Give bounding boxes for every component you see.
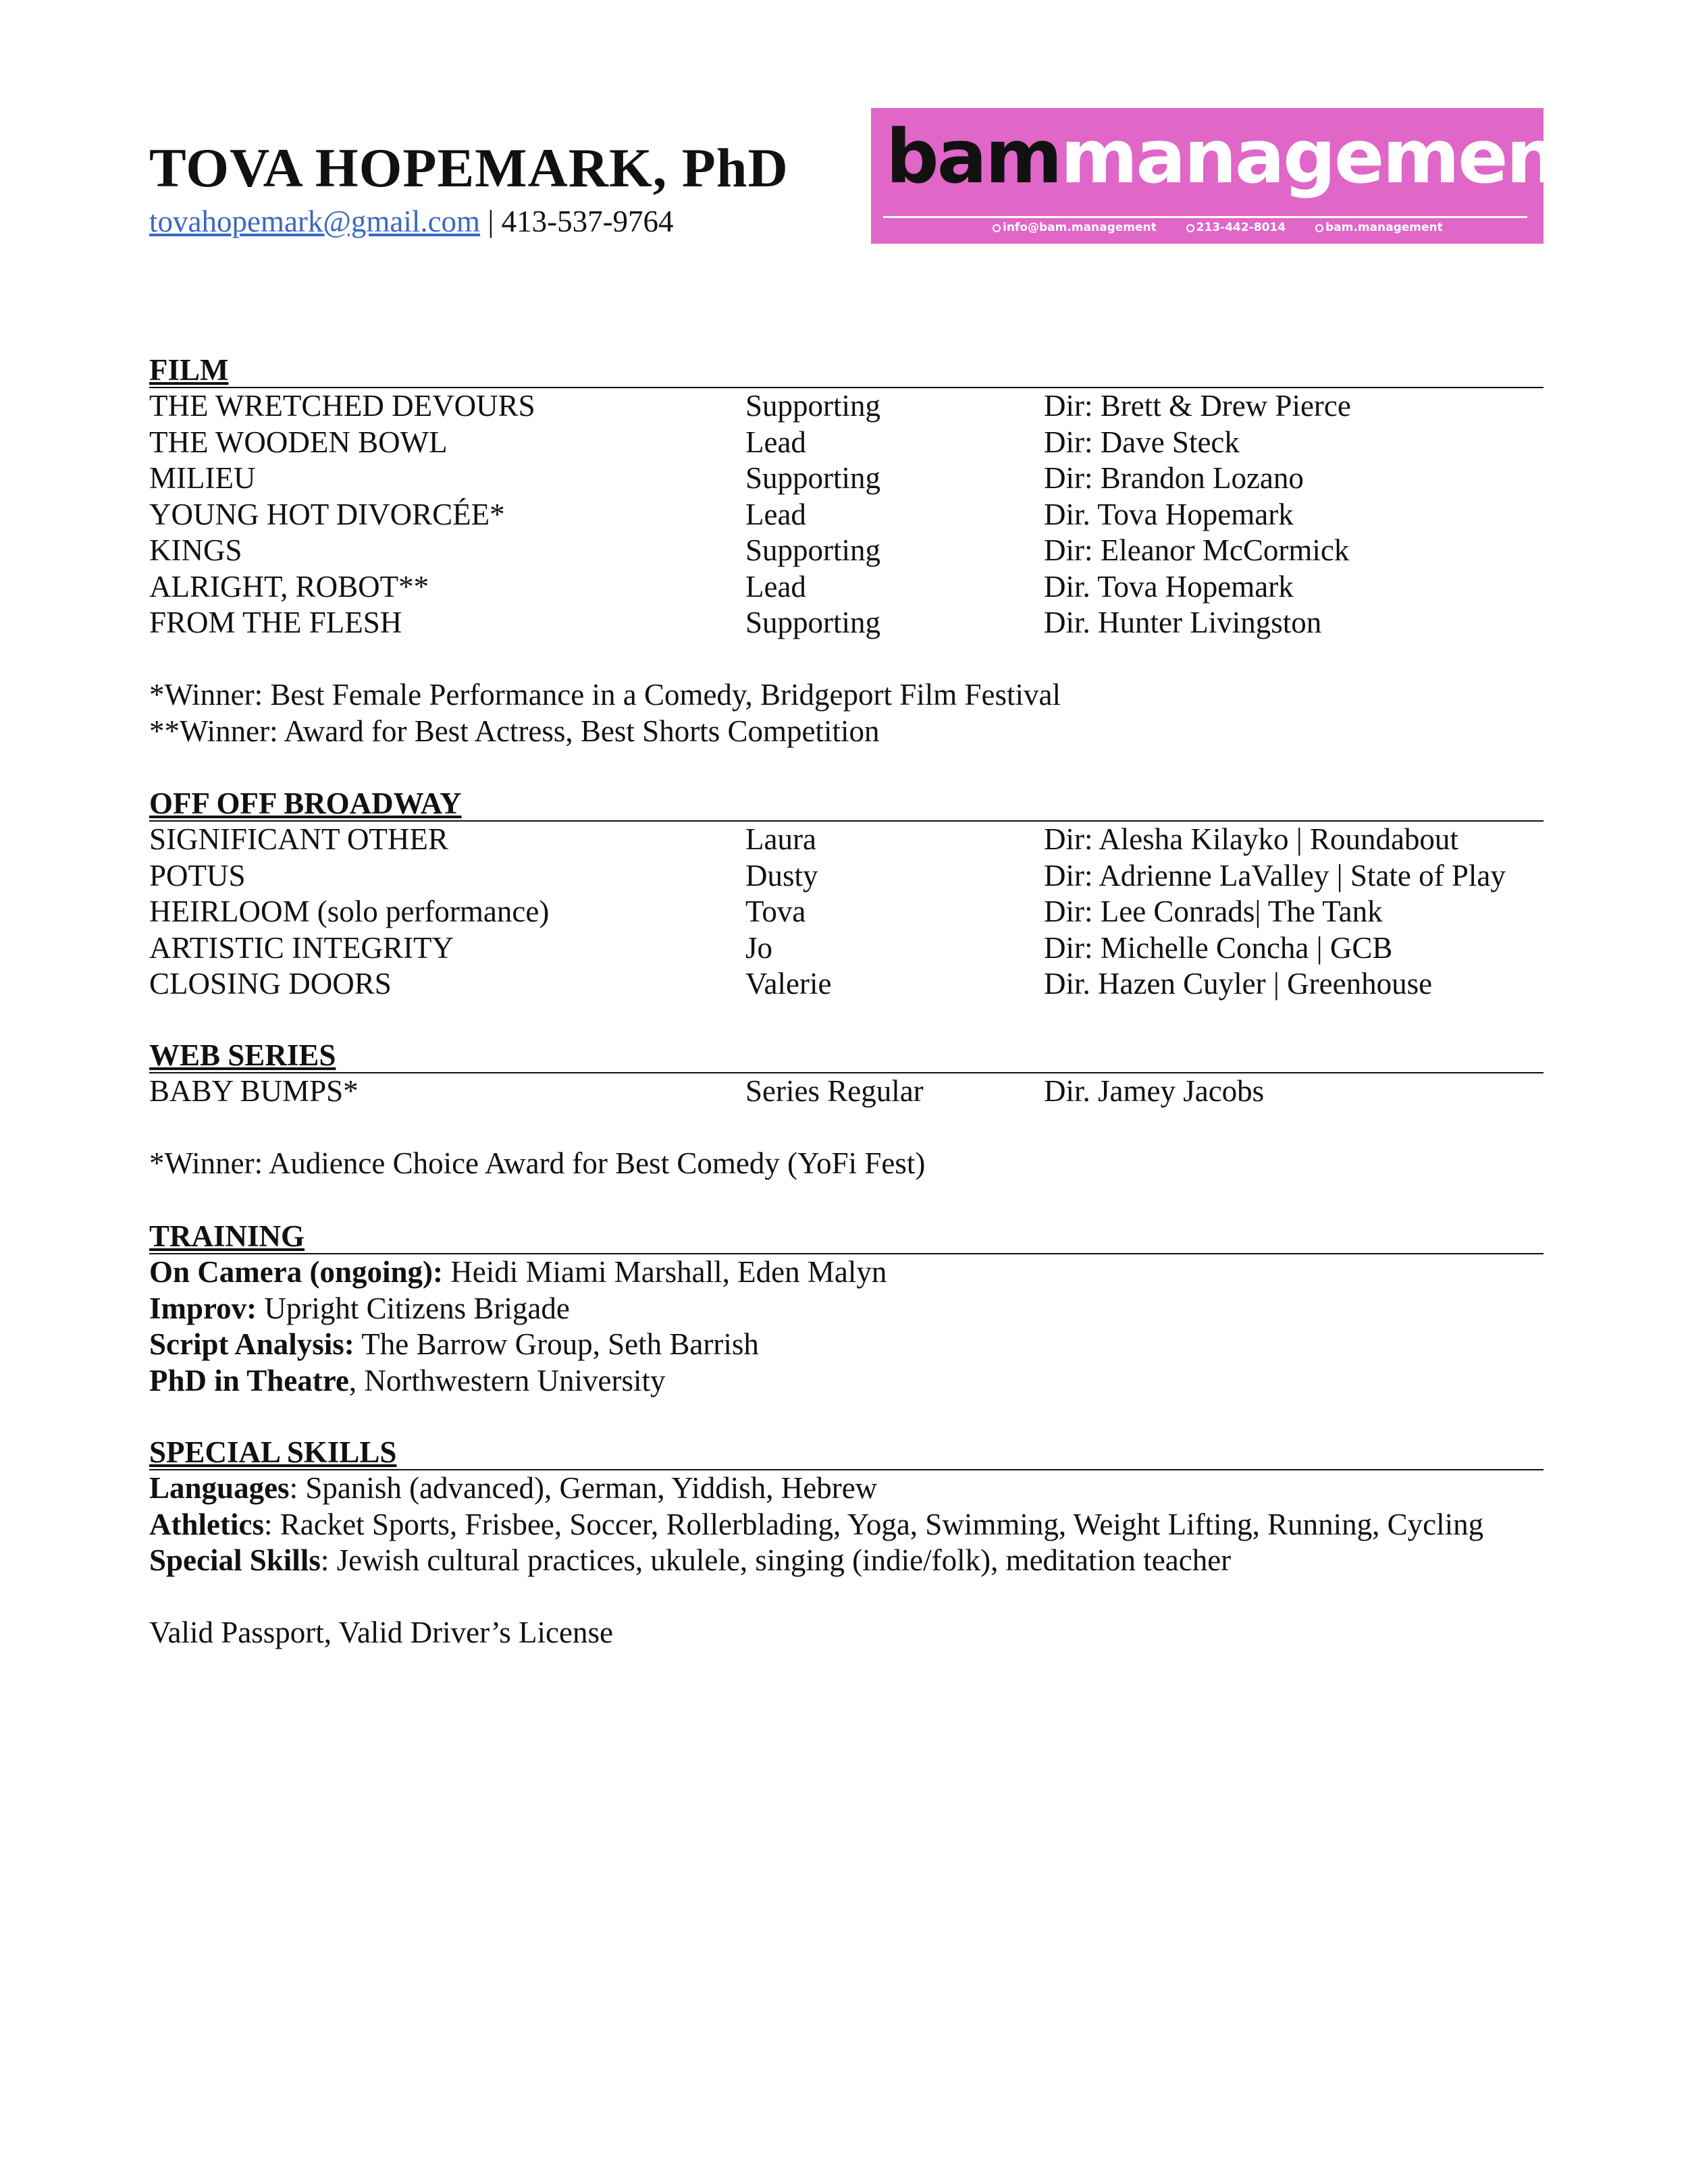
credit-director: Dir: Dave Steck [1044, 425, 1240, 459]
credit-role: Lead [745, 497, 806, 531]
training-section [149, 1219, 1544, 1399]
special-skills-section [149, 1435, 1544, 1651]
training-line: On Camera (ongoing): Heidi Miami Marshall, Eden Malyn [149, 1255, 887, 1289]
credit-director: Dir. Tova Hopemark [1044, 497, 1294, 531]
film-section [149, 353, 1544, 749]
section-heading-off-off-broadway: OFF OFF BROADWAY [149, 787, 1544, 822]
phone-icon [1186, 224, 1194, 232]
off-off-broadway-credits [149, 822, 1544, 1003]
credit-title: HEIRLOOM (solo performance) [149, 895, 550, 928]
credit-role: Supporting [745, 461, 881, 495]
credit-row [149, 569, 1544, 606]
logo-contact-info [993, 221, 1469, 234]
at-icon [993, 224, 1001, 232]
credit-role: Supporting [745, 533, 881, 567]
credit-director: Dir. Jamey Jacobs [1044, 1074, 1265, 1108]
credit-director: Dir: Alesha Kilayko | Roundabout [1044, 822, 1458, 856]
skills-line: Special Skills: Jewish cultural practices, ukulele, singing (indie/folk), meditation teacher [149, 1543, 1232, 1577]
credit-director: Dir: Michelle Concha | GCB [1044, 930, 1393, 965]
section-heading-training: TRAINING [149, 1219, 1544, 1254]
licenses-line: Valid Passport, Valid Driver’s License [149, 1616, 613, 1649]
contact-line [149, 204, 674, 239]
phone-number: 413-537-9764 [501, 205, 674, 238]
section-heading-web-series: WEB SERIES [149, 1038, 1544, 1073]
credit-role: Supporting [745, 389, 881, 423]
credit-role: Lead [745, 425, 806, 459]
credit-role: Lead [745, 569, 806, 604]
logo-bam: bam [886, 113, 1061, 200]
web-series-note: *Winner: Audience Choice Award for Best Comedy (YoFi Fest) [149, 1146, 926, 1180]
training-line: PhD in Theatre, Northwestern University [149, 1363, 666, 1397]
credit-director: Dir: Brandon Lozano [1044, 461, 1304, 495]
credit-row [149, 966, 1544, 1003]
credit-role: Tova [745, 895, 806, 928]
off-off-broadway-section [149, 787, 1544, 1003]
credit-role: Laura [745, 822, 816, 856]
credit-row [149, 425, 1544, 461]
credit-title: KINGS [149, 533, 242, 567]
logo-management: management [1060, 113, 1591, 200]
web-series-credits [149, 1073, 1544, 1110]
credit-title: THE WOODEN BOWL [149, 425, 448, 459]
credit-director: Dir. Hazen Cuyler | Greenhouse [1044, 967, 1433, 1001]
credit-director: Dir: Eleanor McCormick [1044, 533, 1350, 567]
film-note: **Winner: Award for Best Actress, Best Shorts Competition [149, 714, 880, 748]
credit-row [149, 460, 1544, 497]
credit-title: BABY BUMPS* [149, 1074, 359, 1108]
film-credits [149, 388, 1544, 641]
credit-director: Dir. Tova Hopemark [1044, 569, 1294, 604]
credit-role: Dusty [745, 858, 818, 893]
actor-name: TOVA HOPEMARK, PhD [149, 137, 789, 198]
credit-director: Dir: Adrienne LaValley | State of Play [1044, 858, 1506, 893]
credit-role: Supporting [745, 606, 881, 639]
section-heading-film: FILM [149, 353, 1544, 388]
skills-line: Languages: Spanish (advanced), German, Yiddish, Hebrew [149, 1471, 878, 1505]
credit-row [149, 533, 1544, 569]
training-line: Improv: Upright Citizens Brigade [149, 1291, 570, 1325]
credit-director: Dir: Lee Conrads| The Tank [1044, 895, 1383, 928]
credit-role: Series Regular [745, 1074, 924, 1108]
globe-icon [1315, 224, 1323, 232]
credit-title: CLOSING DOORS [149, 967, 392, 1001]
credit-title: POTUS [149, 858, 246, 893]
logo-phone: 213-442-8014 [1186, 221, 1286, 234]
credit-title: SIGNIFICANT OTHER [149, 822, 448, 856]
credit-title: MILIEU [149, 461, 256, 495]
contact-separator: | [480, 205, 502, 238]
credit-row [149, 605, 1544, 641]
logo-web: bam.management [1315, 221, 1443, 234]
email-link[interactable]: tovahopemark@gmail.com [149, 205, 481, 238]
logo-divider [883, 216, 1527, 218]
credit-row [149, 930, 1544, 967]
credit-row [149, 822, 1544, 858]
logo-wordmark [886, 113, 1591, 200]
credit-row [149, 497, 1544, 533]
credit-role: Valerie [745, 967, 832, 1001]
credit-role: Jo [745, 930, 773, 965]
credit-title: THE WRETCHED DEVOURS [149, 389, 535, 423]
bam-management-logo [871, 108, 1591, 244]
training-line: Script Analysis: The Barrow Group, Seth Barrish [149, 1327, 759, 1361]
credit-title: YOUNG HOT DIVORCÉE* [149, 497, 505, 531]
web-series-section [149, 1038, 1544, 1182]
section-heading-special-skills: SPECIAL SKILLS [149, 1435, 1544, 1470]
credit-row [149, 894, 1544, 930]
credit-row [149, 858, 1544, 895]
credit-title: FROM THE FLESH [149, 606, 402, 639]
logo-email: info@bam.management [993, 221, 1157, 234]
film-note: *Winner: Best Female Performance in a Comedy, Bridgeport Film Festival [149, 678, 1061, 712]
credit-title: ALRIGHT, ROBOT** [149, 569, 429, 604]
credit-title: ARTISTIC INTEGRITY [149, 930, 454, 965]
credit-director: Dir. Hunter Livingston [1044, 606, 1322, 639]
credit-director: Dir: Brett & Drew Pierce [1044, 389, 1351, 423]
credit-row [149, 388, 1544, 425]
skills-line: Athletics: Racket Sports, Frisbee, Soccer, Rollerblading, Yoga, Swimming, Weight Lifting, Running, Cycling [149, 1507, 1484, 1541]
credit-row [149, 1073, 1544, 1110]
